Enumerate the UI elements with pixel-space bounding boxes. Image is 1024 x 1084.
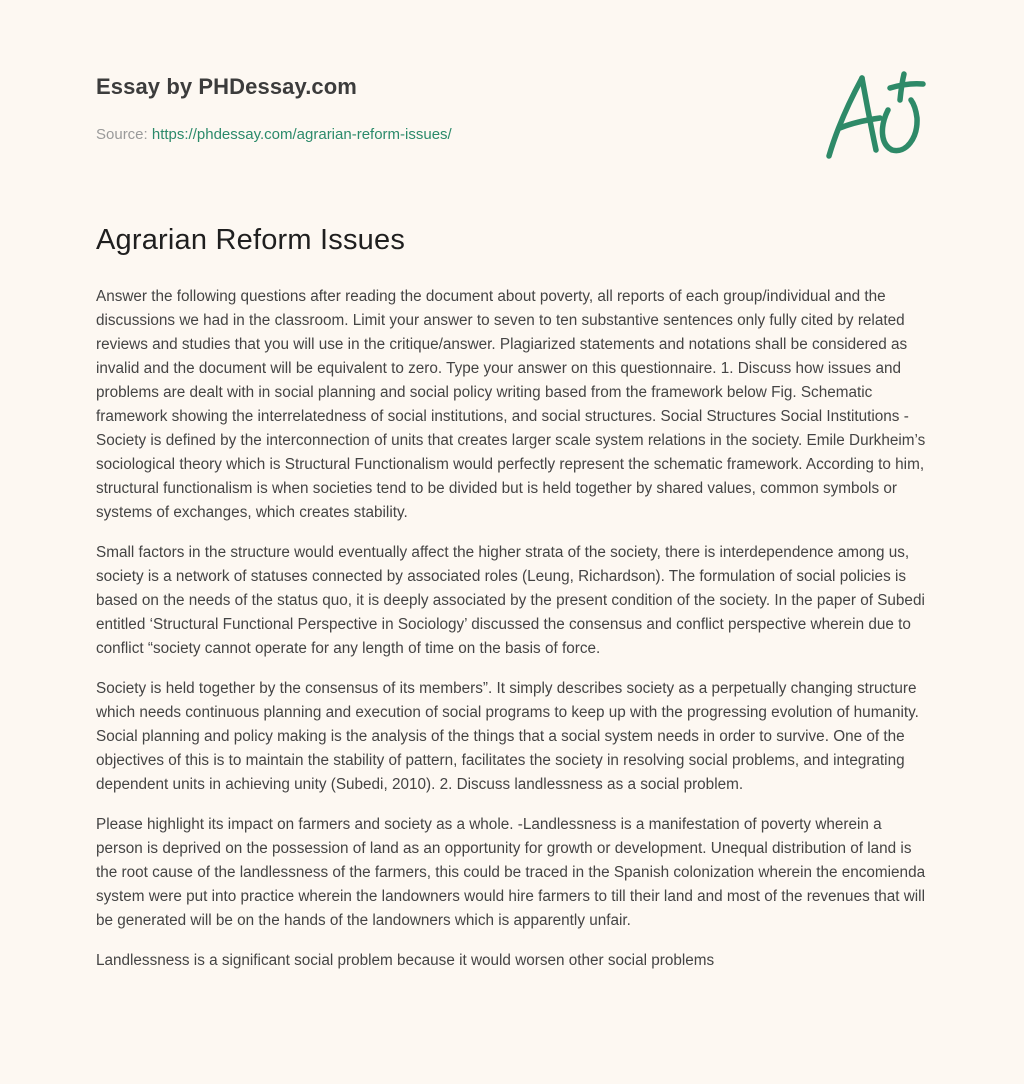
essay-title: Agrarian Reform Issues xyxy=(96,224,406,256)
brand-title: Essay by PHDessay.com xyxy=(96,74,357,99)
essay-paragraph: Please highlight its impact on farmers and society as a whole. -Landlessness is a manifestation of poverty wherein a person is deprived on the possession of land as an opportunity for growth or development. Unequal distribution of land is the root cause of the landlessness of the farmers, this could be traced in the Spanish colonization wherein the encomienda system were put into practice wherein the landowners would hire farmers to till their land and most of the revenues that will be generated will be on the hands of the landowners which is apparently unfair. xyxy=(96,816,926,929)
source-link[interactable]: https://phdessay.com/agrarian-reform-issues/ xyxy=(151,126,452,143)
essay-paragraph: Small factors in the structure would eventually affect the higher strata of the society, there is interdependence among us, society is a network of statuses connected by associated roles (Leung, Richardson). The formulation of social policies is based on the needs of the status quo, it is deeply associated by the present condition of the society. In the paper of Subedi entitled ‘Structural Functional Perspective in Sociology’ discussed the consensus and conflict perspective wherein due to conflict “society cannot operate for any length of time on the basis of force. xyxy=(96,544,925,657)
source-line xyxy=(96,126,452,143)
essay-body xyxy=(96,285,932,989)
essay-paragraph: Landlessness is a significant social problem because it would worsen other social problems xyxy=(96,952,715,969)
a-plus-grade-icon xyxy=(818,66,930,166)
essay-paragraph: Society is held together by the consensus of its members”. It simply describes society as a perpetually changing structure which needs continuous planning and execution of social programs to keep up with the progressing evolution of humanity. Social planning and policy making is the analysis of the things that a social system needs in order to survive. One of the objectives of this is to maintain the stability of pattern, facilitates the society in resolving social problems, and integrating dependent units in achieving unity (Subedi, 2010). 2. Discuss landlessness as a social problem. xyxy=(96,680,919,793)
source-label: Source: xyxy=(96,126,148,143)
essay-header xyxy=(96,74,796,143)
essay-paragraph: Answer the following questions after reading the document about poverty, all reports of each group/individual and the discussions we had in the classroom. Limit your answer to seven to ten substantive sentences only fully cited by related reviews and studies that you will use in the critique/answer. Plagiarized statements and notations shall be considered as invalid and the document will be equivalent to zero. Type your answer on this questionnaire. 1. Discuss how issues and problems are dealt with in social planning and social policy writing based from the framework below Fig. Schematic framework showing the interrelatedness of social institutions, and social structures. Social Structures Social Institutions -Society is defined by the interconnection of units that creates larger scale system relations in the society. Emile Durkheim’s sociological theory which is Structural Functionalism would perfectly represent the schematic framework. According to him, structural functionalism is when societies tend to be divided but is held together by shared values, common symbols or systems of exchanges, which creates stability. xyxy=(96,288,926,521)
